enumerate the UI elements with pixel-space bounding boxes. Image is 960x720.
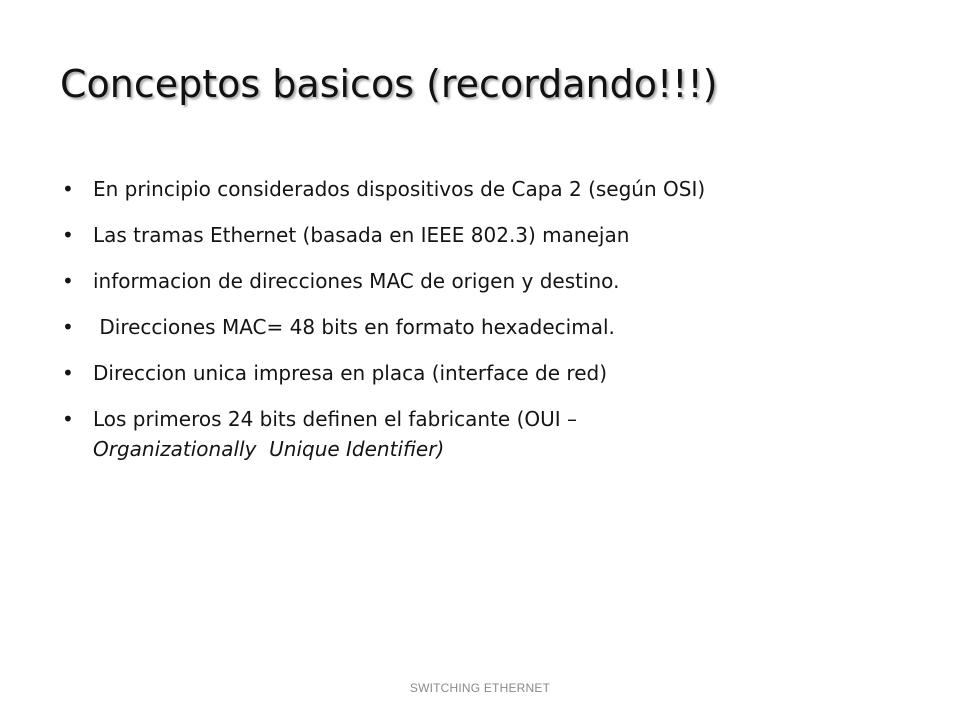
bullet-text: Las tramas Ethernet (basada en IEEE 802.3) manejan: [93, 223, 630, 247]
bullet-text: Los primeros 24 bits definen el fabricante (OUI –: [93, 407, 578, 431]
bullet-item: [62, 174, 922, 204]
bullet-list: [62, 174, 922, 480]
bullet-text-italic: Organizationally Unique Identifier): [93, 437, 445, 461]
bullet-icon: •: [62, 361, 74, 385]
bullet-icon: •: [62, 407, 74, 431]
bullet-text: Direcciones MAC= 48 bits en formato hexadecimal.: [93, 315, 615, 339]
bullet-text: informacion de direcciones MAC de origen y destino.: [93, 269, 620, 293]
bullet-icon: •: [62, 269, 74, 293]
bullet-icon: •: [62, 315, 74, 339]
bullet-text: Direccion unica impresa en placa (interface de red): [93, 361, 607, 385]
bullet-text: En principio considerados dispositivos de Capa 2 (según OSI): [93, 177, 706, 201]
bullet-icon: •: [62, 223, 74, 247]
bullet-icon: •: [62, 177, 74, 201]
bullet-item: [62, 358, 922, 388]
bullet-item: [62, 312, 922, 342]
bullet-item: [62, 404, 922, 464]
slide-title: Conceptos basicos (recordando!!!): [60, 62, 718, 106]
slide-footer: SWITCHING ETHERNET: [409, 681, 551, 695]
bullet-item: [62, 220, 922, 250]
bullet-item: [62, 266, 922, 296]
